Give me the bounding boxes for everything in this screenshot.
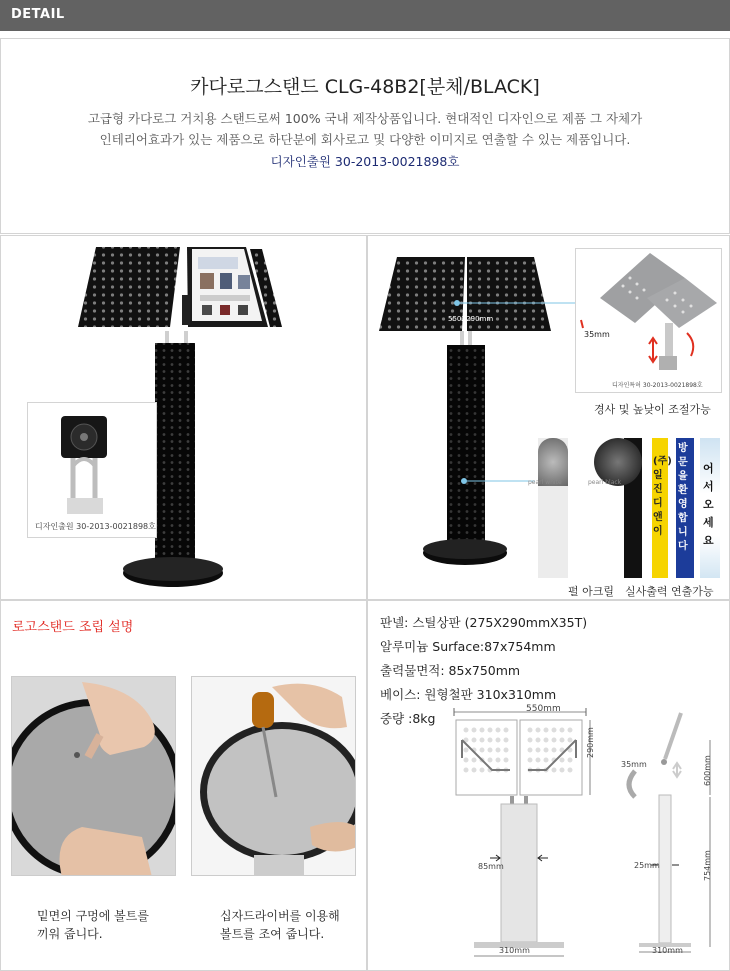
- tilt-detail-photo: [575, 248, 722, 378]
- assembly-step1-photo: [11, 676, 176, 876]
- side-height-label: 754mm: [703, 850, 712, 881]
- step1-caption-line2: 끼워 줍니다.: [37, 927, 103, 941]
- spec-weight: 중량 :8kg: [380, 711, 436, 726]
- side-pole-label: 25mm: [634, 861, 660, 870]
- spec-base: 베이스: 원형철판 310x310mm: [380, 687, 557, 702]
- spec-print-area: 출력물면적: 85x750mm: [380, 663, 521, 678]
- tilt-inset-caption: 디자인특허 30-2013-0021898호: [612, 382, 703, 389]
- bracket-detail-photo: [27, 402, 157, 522]
- product-description-line1: 고급형 카다로그 거치용 스탠드로써 100% 국내 제작상품입니다. 현대적인 디자인으로 제품 그 자체가: [87, 111, 643, 126]
- side-dimension-drawing: [615, 705, 725, 965]
- bracket-inset-caption: 디자인출원 30-2013-0021898호: [35, 522, 156, 531]
- step2-caption-line2: 볼트를 조여 줍니다.: [220, 927, 325, 941]
- spec-aluminum: 알루미늄 Surface:87x754mm: [380, 639, 556, 654]
- step1-caption-line1: 밑면의 구멍에 볼트를: [37, 909, 149, 923]
- adjustable-label: 경사 및 높낮이 조절가능: [594, 403, 711, 416]
- front-dimension-drawing: [440, 700, 610, 965]
- detail-header-label: DETAIL: [11, 7, 65, 22]
- step2-caption-line1: 십자드라이버를 이용해: [220, 909, 340, 923]
- pearl-black-label: pearl black: [588, 479, 622, 486]
- side-top-height-label: 600mm: [703, 755, 712, 786]
- product-description-line2: 인테리어효과가 있는 제품으로 하단분에 회사로고 및 다양한 이미지로 연출할 수 있는 제품입니다.: [99, 132, 631, 147]
- front-height-label: 290mm: [586, 727, 595, 758]
- pearl-white-label: pearl white: [528, 479, 562, 486]
- side-base-label: 310mm: [652, 946, 683, 955]
- side-angle-label: 35mm: [621, 760, 647, 769]
- front-width-label: 550mm: [526, 704, 561, 714]
- product-title: 카다로그스탠드 CLG-48B2[분체/BLACK]: [190, 76, 540, 98]
- banner-blue-text: 방문을환영합니다: [678, 443, 688, 552]
- banner-yellow-text: (주)일진디앤이: [653, 456, 672, 537]
- design-registration-number: 디자인출원 30-2013-0021898호: [270, 154, 460, 169]
- assembly-heading: 로고스탠드 조립 설명: [12, 620, 134, 635]
- pearl-acrylic-label: 펄 아크릴: [568, 585, 615, 598]
- detail-header-bar: [0, 0, 730, 31]
- spec-panel: 판넬: 스틸상판 (275X290mmX35T): [380, 615, 588, 630]
- print-display-label: 실사출력 연출가능: [625, 585, 714, 598]
- front-pole-label: 85mm: [478, 862, 504, 871]
- banner-white-text: 어서오세요: [703, 462, 714, 547]
- tilt-angle-label: 35mm: [584, 330, 610, 339]
- panel-size-label: 550X290mm: [448, 315, 494, 323]
- front-base-label: 310mm: [499, 946, 530, 955]
- assembly-step2-photo: [191, 676, 356, 876]
